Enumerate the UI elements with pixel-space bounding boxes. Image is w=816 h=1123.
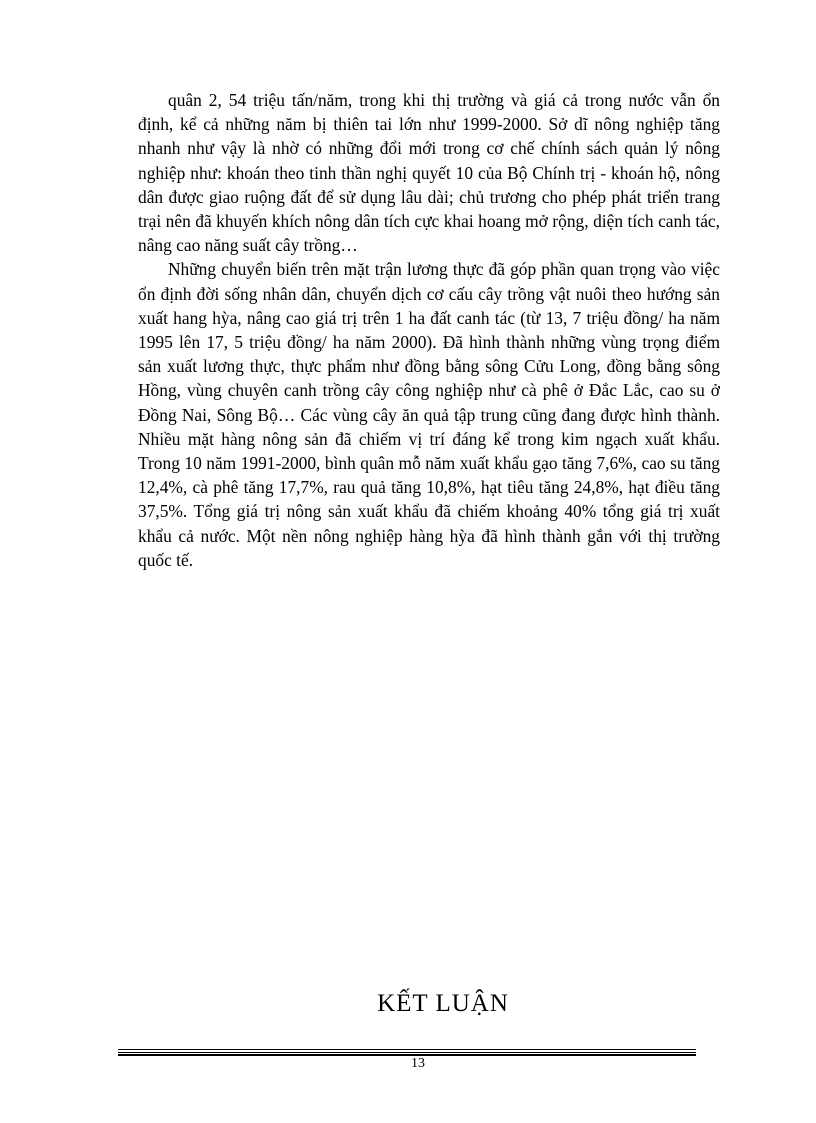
paragraph-continuation: quân 2, 54 triệu tấn/năm, trong khi thị trường và giá cả trong nước vẫn ổn định, kể cả những năm bị thiên tai lớn như 1999-2000. Sở dĩ nông nghiệp tăng nhanh như vậy là nhờ có những đổi mới trong cơ chế chính sách quản lý nông nghiệp như: khoán theo tinh thần nghị quyết 10 của Bộ Chính trị - khoán hộ, nông dân được giao ruộng đất để sử dụng lâu dài; chủ trương cho phép phát triển trang trại nên đã khuyến khích nông dân tích cực khai hoang mở rộng, diện tích canh tác, nâng cao năng suất cây trồng…: [138, 90, 720, 256]
section-heading-conclusion: KẾT LUẬN: [377, 990, 509, 1017]
paragraph-food-front: Những chuyển biến trên mặt trận lương thực đã góp phần quan trọng vào việc ổn định đời sống nhân dân, chuyển dịch cơ cấu cây trồng vật nuôi theo hướng sản xuất hang hỳa, nâng cao giá trị trên 1 ha đất canh tác (từ 13, 7 triệu đồng/ ha năm 1995 lên 17, 5 triệu đồng/ ha năm 2000). Đã hình thành những vùng trọng điểm sản xuất lương thực, thực phẩm như đồng bằng sông Cửu Long, đồng bằng sông Hồng, vùng chuyên canh trồng cây công nghiệp như cà phê ở Đắc Lắc, cao su ở Đồng Nai, Sông Bộ… Các vùng cây ăn quả tập trung cũng đang được hình thành. Nhiều mặt hàng nông sản đã chiếm vị trí đáng kể trong kim ngạch xuất khẩu. Trong 10 năm 1991-2000, bình quân mỗ năm xuất khẩu gạo tăng 7,6%, cao su tăng 12,4%, cà phê tăng 17,7%, rau quả tăng 10,8%, hạt tiêu tăng 24,8%, hạt điều tăng 37,5%. Tổng giá trị nông sản xuất khẩu đã chiếm khoảng 40% tổng giá trị xuất khẩu cả nước. Một nền nông nghiệp hàng hỳa đã hình thành gắn với thị trường quốc tế.: [138, 259, 720, 570]
page-number: 13: [411, 1056, 425, 1071]
body-text: [138, 88, 720, 572]
footer-rule-double: [118, 1049, 696, 1053]
